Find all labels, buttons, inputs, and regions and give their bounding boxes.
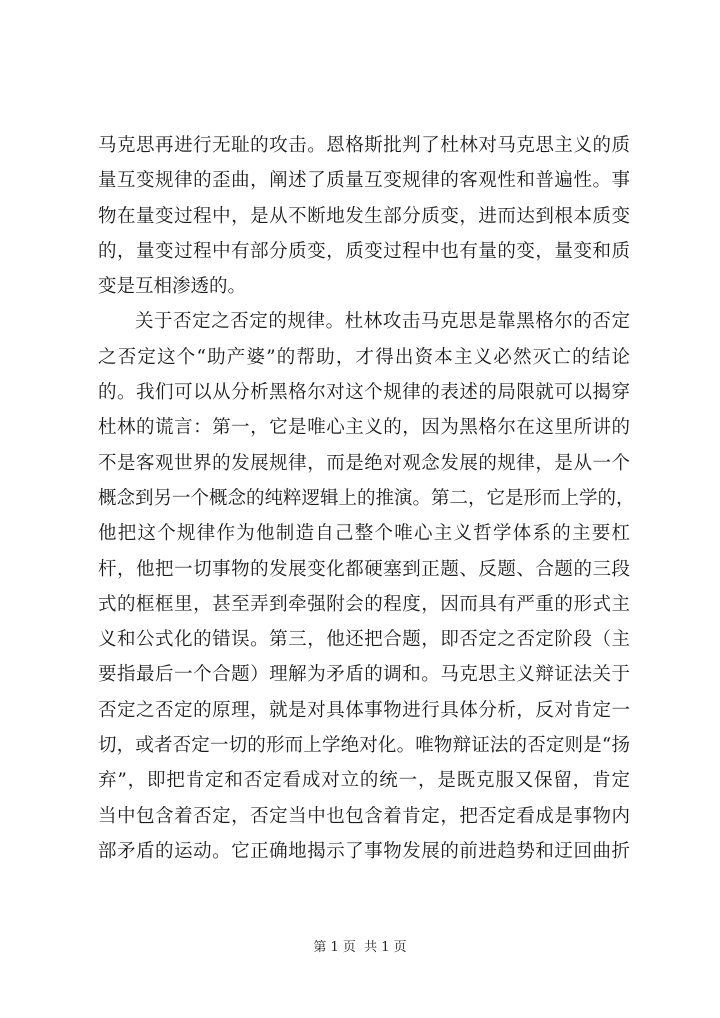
text-line: 马克思再进行无耻的攻击。恩格斯批判了杜林对马克思主义的质 (98, 135, 630, 156)
text-line: 切，或者否定一切的形而上学绝对化。唯物辩证法的否定则是“扬 (98, 735, 630, 757)
document-body (98, 128, 635, 869)
text-line: 他把这个规律作为他制造自己整个唯心主义哲学体系的主要杠 (98, 523, 630, 545)
page-number: 第 1 页 (313, 940, 356, 955)
text-line: 量互变规律的歪曲，阐述了质量互变规律的客观性和普遍性。事 (98, 170, 630, 192)
text-line: 概念到另一个概念的纯粹逻辑上的推演。第二，它是形而上学的， (98, 487, 635, 509)
paragraph (98, 304, 635, 869)
text-line: 杆，他把一切事物的发展变化都硬塞到正题、反题、合题的三段 (98, 558, 630, 580)
text-line: 关于否定之否定的规律。杜林攻击马克思是靠黑格尔的否定 (135, 311, 630, 333)
text-line: 变是互相渗透的。 (98, 276, 247, 298)
text-line: 的。我们可以从分析黑格尔对这个规律的表述的局限就可以揭穿 (98, 382, 630, 404)
page-footer (0, 936, 720, 955)
text-line: 否定之否定的原理，就是对具体事物进行具体分析，反对肯定一 (98, 699, 630, 721)
paragraph (98, 128, 630, 304)
text-line: 要指最后一个合题）理解为矛盾的调和。马克思主义辩证法关于 (98, 664, 630, 686)
text-line: 之否定这个“助产婆”的帮助，才得出资本主义必然灭亡的结论 (98, 346, 630, 368)
text-line: 弃”，即把肯定和否定看成对立的统一，是既克服又保留，肯定 (98, 770, 630, 792)
text-line: 式的框框里，甚至弄到牵强附会的程度，因而具有严重的形式主 (98, 593, 630, 615)
text-line: 的，量变过程中有部分质变，质变过程中也有量的变，量变和质 (98, 240, 630, 262)
text-line: 不是客观世界的发展规律，而是绝对观念发展的规律，是从一个 (98, 452, 630, 474)
text-line: 义和公式化的错误。第三，他还把合题，即否定之否定阶段（主 (98, 629, 630, 651)
text-line: 当中包含着否定，否定当中也包含着肯定，把否定看成是事物内 (98, 805, 630, 827)
page-total: 共 1 页 (364, 940, 407, 955)
text-line: 杜林的谎言：第一，它是唯心主义的，因为黑格尔在这里所讲的 (98, 417, 630, 439)
text-line: 部矛盾的运动。它正确地揭示了事物发展的前进趋势和迂回曲折 (98, 840, 630, 862)
text-line: 物在量变过程中，是从不断地发生部分质变，进而达到根本质变 (98, 205, 630, 227)
